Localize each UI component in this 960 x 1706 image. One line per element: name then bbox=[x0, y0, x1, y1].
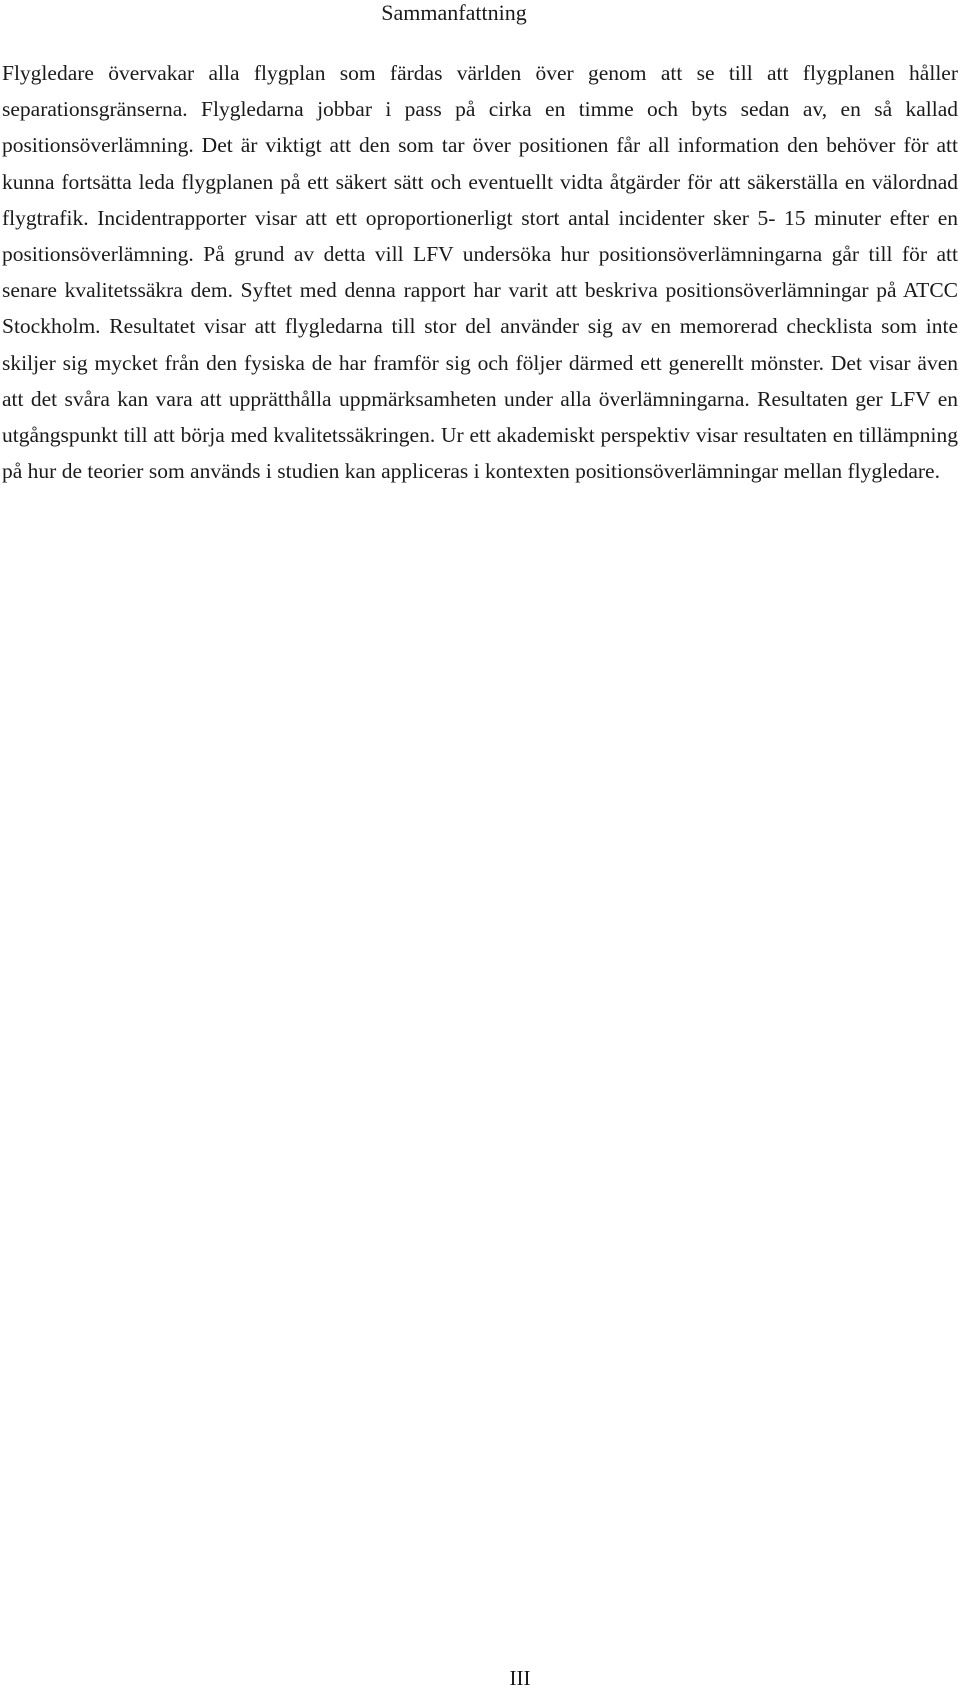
page-number: III bbox=[509, 1666, 531, 1690]
page-title: Sammanfattning bbox=[381, 0, 527, 25]
abstract-paragraph: Flygledare övervakar alla flygplan som färdas världen över genom att se till att flygplanen håller separationsgränserna. Flygledarna jobbar i pass på cirka en timme och byts sedan av, en så kallad positionsöverlämning. Det är viktigt att den som tar över positionen får all information den behöver för att kunna fortsätta leda flygplanen på ett säkert sätt och eventuellt vidta åtgärder för att säkerställa en välordnad flygtrafik. Incidentrapporter visar att ett oproportionerligt stort antal incidenter sker 5- 15 minuter efter en positionsöverlämning. På grund av detta vill LFV undersöka hur positionsöverlämningarna går till för att senare kvalitetssäkra dem. Syftet med denna rapport har varit att beskriva positionsöverlämningar på ATCC Stockholm. Resultatet visar att flygledarna till stor del använder sig av en memorerad checklista som inte skiljer sig mycket från den fysiska de har framför sig och följer därmed ett generellt mönster. Det visar även att det svåra kan vara att upprätthålla uppmärksamheten under alla överlämningarna. Resultaten ger LFV en utgångspunkt till att börja med kvalitetssäkringen. Ur ett akademiskt perspektiv visar resultaten en tillämpning på hur de teorier som används i studien kan appliceras i kontexten positionsöverlämningar mellan flygledare. bbox=[2, 61, 958, 484]
